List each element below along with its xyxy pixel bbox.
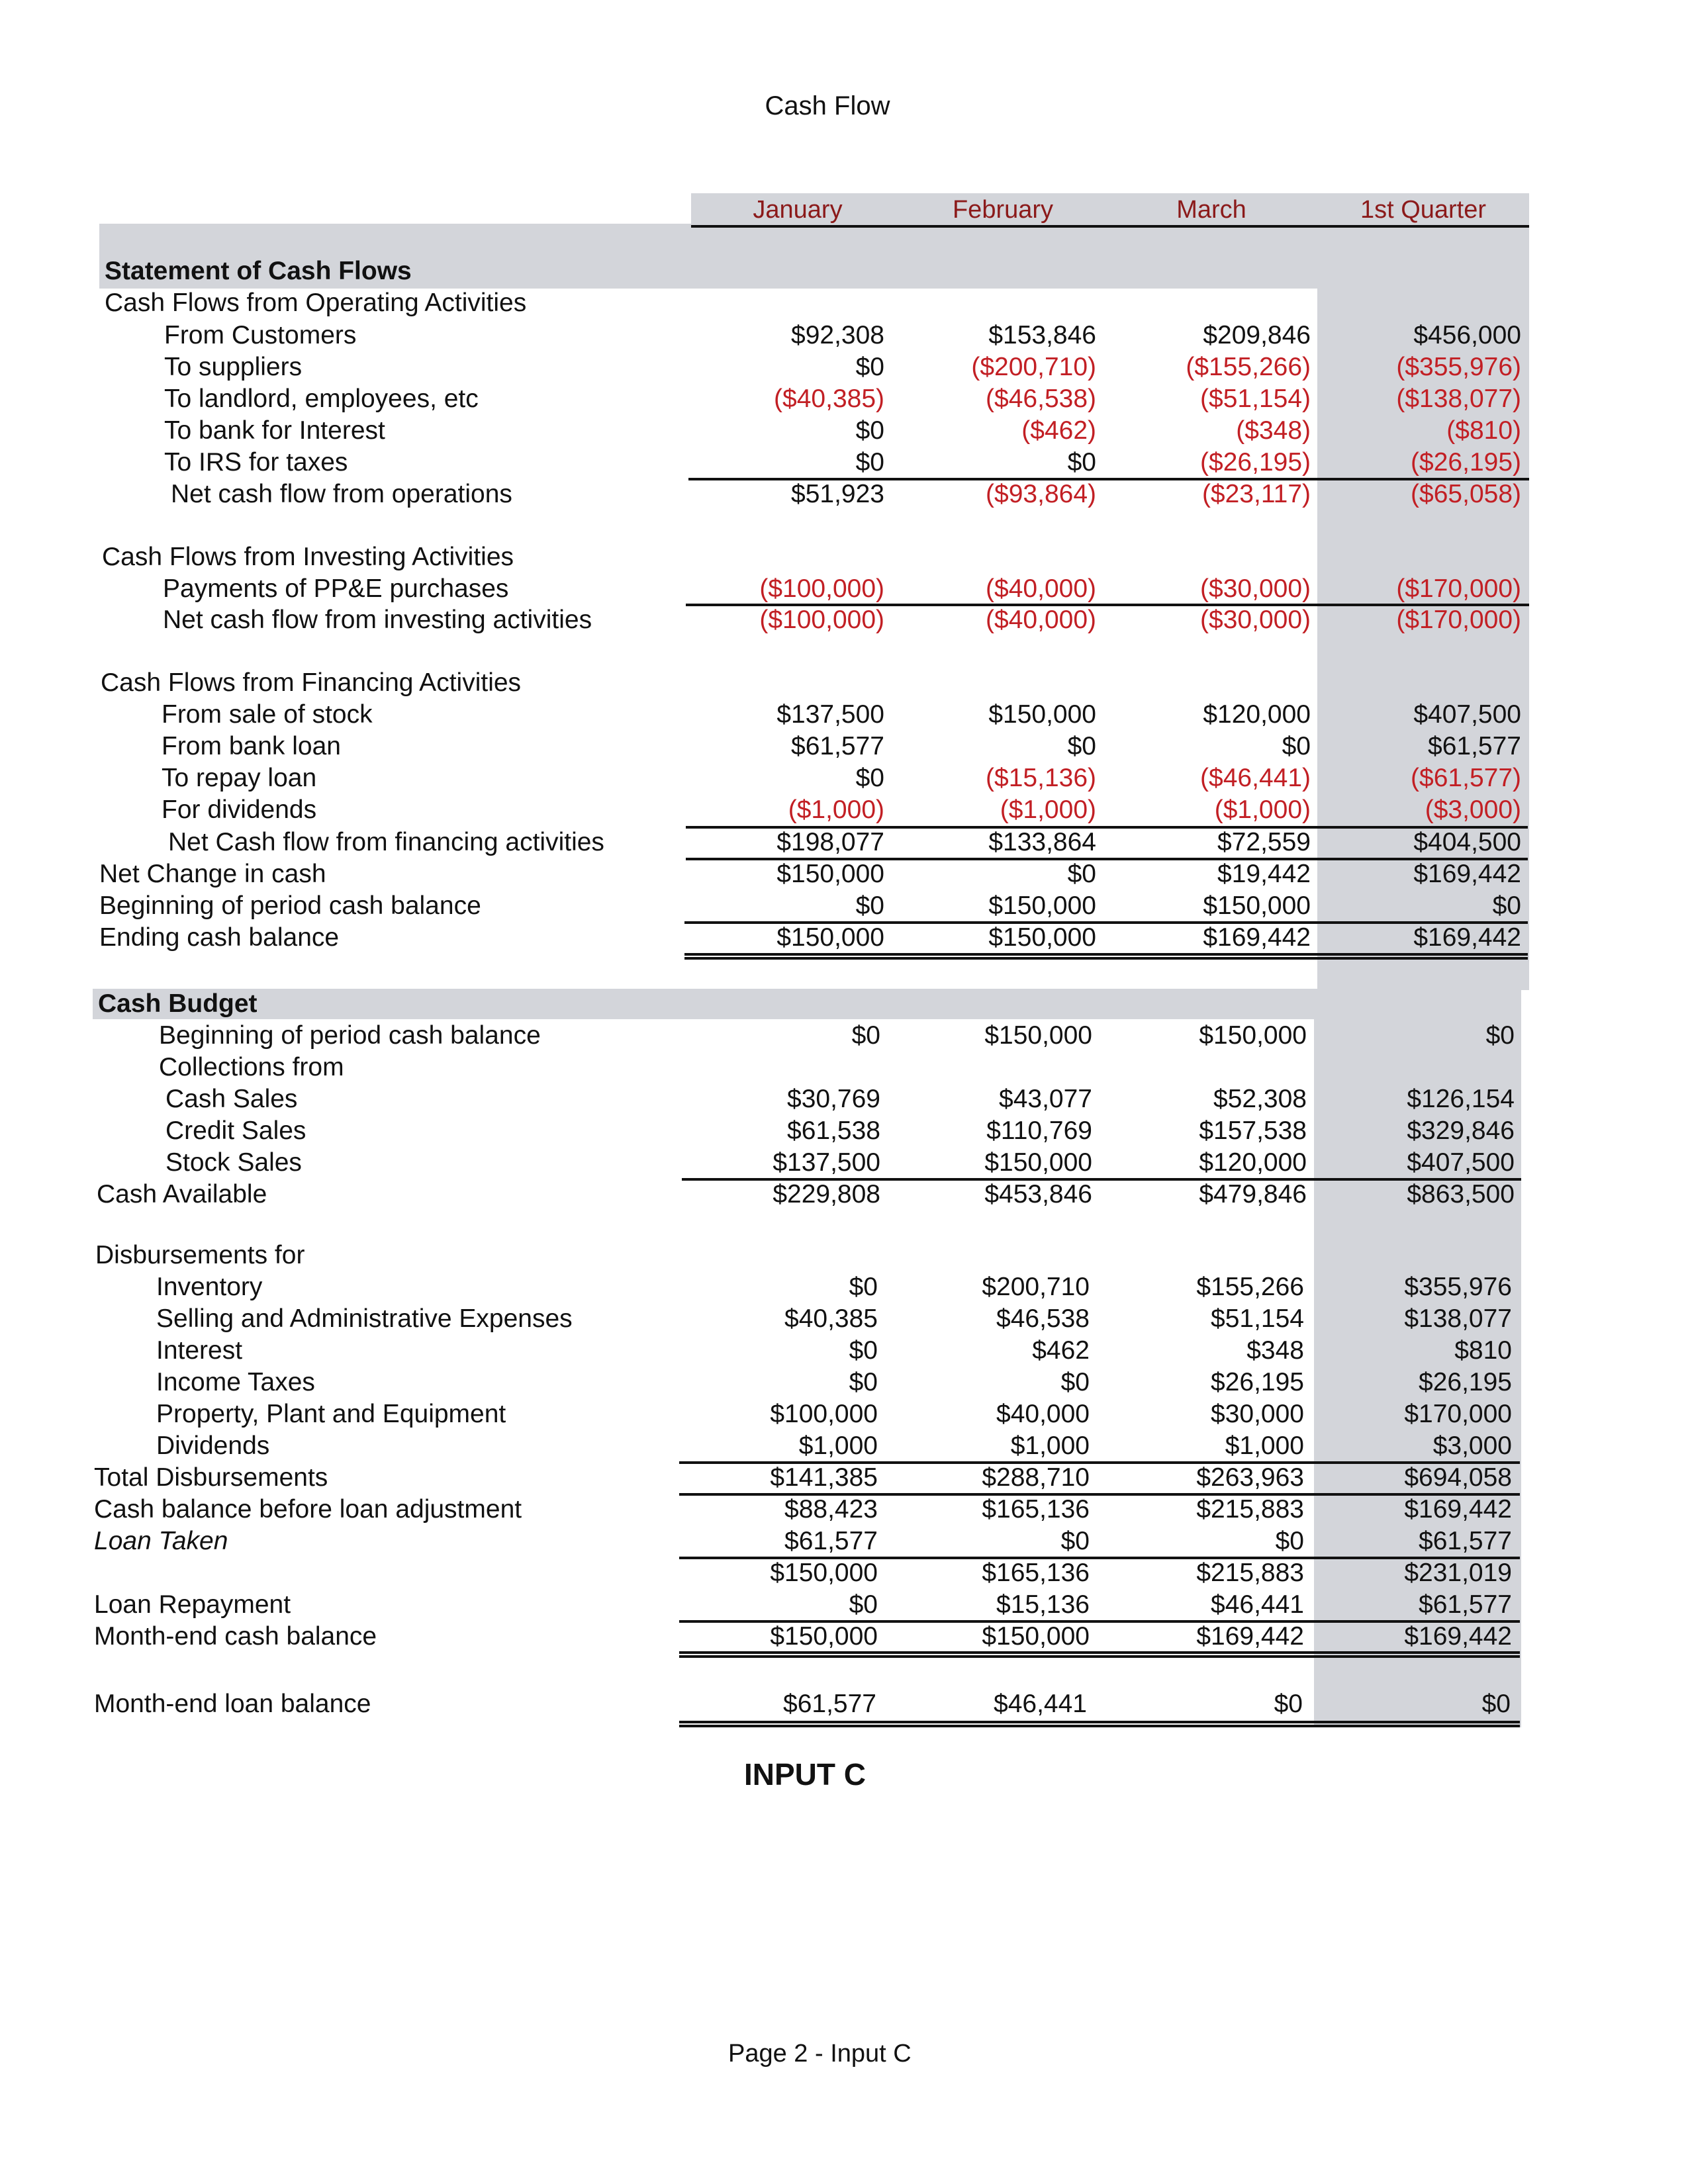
cell-january: $229,808	[773, 1180, 880, 1208]
cell-quarter: $694,058	[1404, 1463, 1512, 1492]
column-header-february: February	[952, 196, 1054, 224]
cell-march: $215,883	[1196, 1559, 1304, 1587]
table-row	[0, 351, 1688, 383]
row-label: Dividends	[156, 1432, 270, 1460]
cell-march: $72,559	[1217, 828, 1311, 856]
cell-quarter: $61,577	[1419, 1527, 1512, 1555]
cell-february: ($40,000)	[986, 606, 1096, 634]
cell-march: $263,963	[1196, 1463, 1304, 1492]
cell-january: $51,923	[791, 480, 884, 508]
cell-quarter: ($170,000)	[1396, 606, 1521, 634]
cell-february: $150,000	[988, 891, 1096, 920]
cell-february: $1,000	[1010, 1432, 1090, 1460]
cell-march: ($348)	[1236, 416, 1311, 445]
row-label: Beginning of period cash balance	[99, 891, 481, 920]
cell-february: $46,538	[996, 1304, 1090, 1333]
table-row	[0, 699, 1688, 731]
investing-heading: Cash Flows from Investing Activities	[102, 543, 514, 571]
table-row	[0, 1335, 1688, 1367]
cell-march: $209,846	[1203, 321, 1311, 349]
table-row	[0, 1525, 1688, 1557]
cell-january: $1,000	[798, 1432, 878, 1460]
cell-quarter: $407,500	[1407, 1148, 1515, 1177]
cell-march: ($46,441)	[1200, 764, 1311, 792]
cell-quarter: ($61,577)	[1411, 764, 1521, 792]
cell-february: $165,136	[982, 1495, 1090, 1524]
cell-january: $30,769	[787, 1085, 880, 1113]
cell-january: $0	[855, 764, 884, 792]
cell-february: $0	[1067, 732, 1096, 760]
table-row	[0, 794, 1688, 826]
cell-quarter: $126,154	[1407, 1085, 1515, 1113]
table-row	[0, 604, 1688, 636]
cell-march: $0	[1275, 1527, 1304, 1555]
cell-march: $52,308	[1213, 1085, 1307, 1113]
cell-january: $61,577	[783, 1690, 876, 1718]
cell-january: $150,000	[770, 1622, 878, 1651]
cell-march: $120,000	[1203, 700, 1311, 729]
table-row	[0, 1147, 1688, 1179]
table-row	[0, 1430, 1688, 1462]
page-footer: Page 2 - Input C	[728, 2040, 912, 2068]
cell-february: $40,000	[996, 1400, 1090, 1428]
cell-quarter: ($3,000)	[1425, 796, 1521, 824]
cell-march: $169,442	[1203, 923, 1311, 952]
table-row	[0, 890, 1688, 922]
cell-february: $462	[1032, 1336, 1090, 1365]
table-row	[0, 731, 1688, 762]
table-row	[0, 383, 1688, 415]
cell-february: $0	[1060, 1527, 1090, 1555]
cell-quarter: $404,500	[1413, 828, 1521, 856]
row-label: To repay loan	[162, 764, 317, 792]
statement-heading: Statement of Cash Flows	[105, 257, 412, 285]
cell-march: $150,000	[1199, 1021, 1307, 1050]
cell-january: $61,577	[784, 1527, 878, 1555]
cell-february: $43,077	[999, 1085, 1092, 1113]
cell-quarter: $0	[1481, 1690, 1511, 1718]
disbursements-heading: Disbursements for	[95, 1241, 305, 1269]
cell-january: $92,308	[791, 321, 884, 349]
cell-march: ($30,000)	[1200, 574, 1311, 603]
budget-heading: Cash Budget	[98, 989, 258, 1018]
table-row	[0, 478, 1688, 510]
cell-march: $46,441	[1211, 1590, 1304, 1619]
cell-quarter: $169,442	[1404, 1622, 1512, 1651]
table-row	[0, 1303, 1688, 1335]
cell-february: $288,710	[982, 1463, 1090, 1492]
table-row	[0, 1688, 1688, 1720]
page-title: Cash Flow	[765, 91, 890, 120]
cell-march: $0	[1274, 1690, 1303, 1718]
cell-january: $198,077	[776, 828, 884, 856]
cell-quarter: $61,577	[1428, 732, 1521, 760]
cell-january: $0	[855, 891, 884, 920]
cell-january: $137,500	[776, 700, 884, 729]
cell-quarter: $863,500	[1407, 1180, 1515, 1208]
cell-january: $0	[849, 1590, 878, 1619]
row-label: Credit Sales	[165, 1116, 306, 1145]
cell-march: $157,538	[1199, 1116, 1307, 1145]
cell-march: ($23,117)	[1201, 480, 1311, 508]
cell-january: $0	[849, 1273, 878, 1301]
cell-quarter: $169,442	[1413, 860, 1521, 888]
cell-february: $110,769	[986, 1116, 1092, 1145]
cell-january: ($100,000)	[759, 606, 884, 634]
row-label: From sale of stock	[162, 700, 373, 729]
cell-january: $0	[851, 1021, 880, 1050]
cell-quarter: $0	[1485, 1021, 1515, 1050]
cell-january: $150,000	[770, 1559, 878, 1587]
cell-february: ($200,710)	[971, 353, 1096, 381]
cell-february: ($93,864)	[986, 480, 1096, 508]
cell-february: $153,846	[988, 321, 1096, 349]
cell-march: $120,000	[1199, 1148, 1307, 1177]
input-label: INPUT C	[744, 1757, 866, 1792]
cell-march: $155,266	[1196, 1273, 1304, 1301]
table-row	[0, 1557, 1688, 1589]
cell-quarter: $329,846	[1407, 1116, 1515, 1145]
row-label: Net Change in cash	[99, 860, 326, 888]
table-row	[0, 858, 1688, 890]
cell-quarter: $169,442	[1404, 1495, 1512, 1524]
row-label: Net cash flow from investing activities	[163, 606, 592, 634]
cell-quarter: $26,195	[1419, 1368, 1512, 1396]
cell-march: ($51,154)	[1200, 385, 1311, 413]
row-label: Selling and Administrative Expenses	[156, 1304, 573, 1333]
cell-quarter: $169,442	[1413, 923, 1521, 952]
cell-february: ($40,000)	[986, 574, 1096, 603]
cell-february: ($1,000)	[1000, 796, 1096, 824]
row-label: Payments of PP&E purchases	[163, 574, 509, 603]
row-label: Income Taxes	[156, 1368, 315, 1396]
table-row	[0, 1398, 1688, 1430]
cell-january: ($40,385)	[774, 385, 884, 413]
cell-march: $348	[1246, 1336, 1304, 1365]
cell-quarter: ($170,000)	[1396, 574, 1521, 603]
cell-january: $0	[849, 1336, 878, 1365]
cell-march: $0	[1282, 732, 1311, 760]
cell-february: $150,000	[984, 1021, 1092, 1050]
row-label: Cash balance before loan adjustment	[94, 1495, 522, 1524]
row-label: For dividends	[162, 796, 317, 824]
cell-january: ($1,000)	[788, 796, 884, 824]
cell-february: $150,000	[988, 923, 1096, 952]
header-underline	[691, 225, 1529, 228]
row-label: Month-end loan balance	[94, 1690, 371, 1718]
cell-february: $165,136	[982, 1559, 1090, 1587]
row-label: Ending cash balance	[99, 923, 340, 952]
cell-quarter: $407,500	[1413, 700, 1521, 729]
cell-january: $0	[855, 416, 884, 445]
cell-quarter: ($138,077)	[1396, 385, 1521, 413]
table-row	[0, 762, 1688, 794]
cell-march: ($1,000)	[1214, 796, 1311, 824]
cell-quarter: $138,077	[1404, 1304, 1512, 1333]
cell-january: $40,385	[784, 1304, 878, 1333]
cell-february: ($46,538)	[986, 385, 1096, 413]
cell-march: $51,154	[1211, 1304, 1304, 1333]
cell-february: $150,000	[982, 1622, 1090, 1651]
cell-january: $150,000	[776, 923, 884, 952]
column-header-march: March	[1176, 196, 1246, 224]
table-row	[0, 1271, 1688, 1303]
cell-quarter: ($26,195)	[1411, 448, 1521, 477]
row-label: Property, Plant and Equipment	[156, 1400, 506, 1428]
cell-february: $15,136	[996, 1590, 1090, 1619]
cell-quarter: ($810)	[1446, 416, 1521, 445]
row-label: Cash Available	[97, 1180, 267, 1208]
row-label: Cash Sales	[165, 1085, 298, 1113]
cell-february: $150,000	[984, 1148, 1092, 1177]
cell-quarter: $0	[1492, 891, 1521, 920]
cell-march: $215,883	[1196, 1495, 1304, 1524]
cell-january: $100,000	[770, 1400, 878, 1428]
cell-march: ($26,195)	[1200, 448, 1311, 477]
cell-march: $169,442	[1196, 1622, 1304, 1651]
double-rule	[679, 1721, 1520, 1727]
table-row	[0, 1589, 1688, 1621]
collections-heading: Collections from	[159, 1053, 344, 1081]
cell-march: $479,846	[1199, 1180, 1307, 1208]
row-label: Stock Sales	[165, 1148, 302, 1177]
cell-january: $141,385	[770, 1463, 878, 1492]
row-label: Loan Repayment	[94, 1590, 291, 1619]
cell-quarter: ($65,058)	[1411, 480, 1521, 508]
row-label: Net cash flow from operations	[171, 480, 512, 508]
row-label: From Customers	[164, 321, 357, 349]
cell-february: ($15,136)	[986, 764, 1096, 792]
cell-march: $30,000	[1211, 1400, 1304, 1428]
cell-march: ($155,266)	[1186, 353, 1311, 381]
cell-january: $0	[849, 1368, 878, 1396]
row-label: To IRS for taxes	[164, 448, 348, 477]
table-row	[0, 573, 1688, 605]
row-label: From bank loan	[162, 732, 341, 760]
operating-heading: Cash Flows from Operating Activities	[105, 289, 527, 317]
cell-january: $61,577	[791, 732, 884, 760]
column-header-january: January	[753, 196, 843, 224]
row-label: Inventory	[156, 1273, 263, 1301]
table-row	[0, 1621, 1688, 1653]
table-row	[0, 1115, 1688, 1147]
table-row	[0, 1179, 1688, 1210]
cell-march: $1,000	[1225, 1432, 1304, 1460]
cell-february: ($462)	[1021, 416, 1096, 445]
cell-january: $150,000	[776, 860, 884, 888]
cell-february: $150,000	[988, 700, 1096, 729]
cell-march: $150,000	[1203, 891, 1311, 920]
table-row	[0, 1367, 1688, 1398]
financing-heading: Cash Flows from Financing Activities	[101, 668, 522, 697]
cell-quarter: $810	[1454, 1336, 1512, 1365]
cell-february: $0	[1067, 448, 1096, 477]
column-header-quarter: 1st Quarter	[1360, 196, 1487, 224]
cell-february: $133,864	[988, 828, 1096, 856]
cell-quarter: $3,000	[1432, 1432, 1512, 1460]
table-row	[0, 827, 1688, 858]
row-label: To landlord, employees, etc	[164, 385, 479, 413]
cell-february: $0	[1067, 860, 1096, 888]
row-label: To suppliers	[164, 353, 303, 381]
table-row	[0, 1020, 1688, 1052]
table-row	[0, 922, 1688, 954]
row-label: Net Cash flow from financing activities	[168, 828, 604, 856]
cell-january: ($100,000)	[759, 574, 884, 603]
row-label: Loan Taken	[94, 1527, 228, 1555]
budget-heading-band	[93, 989, 1521, 1019]
cell-january: $0	[855, 448, 884, 477]
cell-january: $61,538	[787, 1116, 880, 1145]
row-label: To bank for Interest	[164, 416, 385, 445]
row-label: Month-end cash balance	[94, 1622, 377, 1651]
cell-quarter: $231,019	[1404, 1559, 1512, 1587]
cell-february: $453,846	[984, 1180, 1092, 1208]
row-label: Beginning of period cash balance	[159, 1021, 541, 1050]
cell-february: $200,710	[982, 1273, 1090, 1301]
cell-january: $137,500	[773, 1148, 880, 1177]
cell-march: $26,195	[1211, 1368, 1304, 1396]
cell-quarter: $456,000	[1413, 321, 1521, 349]
table-row	[0, 447, 1688, 478]
table-row	[0, 1494, 1688, 1525]
cell-february: $0	[1060, 1368, 1090, 1396]
cell-quarter: $170,000	[1404, 1400, 1512, 1428]
row-label: Interest	[156, 1336, 243, 1365]
double-rule	[684, 953, 1528, 960]
cell-january: $0	[855, 353, 884, 381]
table-row	[0, 415, 1688, 447]
cell-march: $19,442	[1217, 860, 1311, 888]
cell-quarter: ($355,976)	[1396, 353, 1521, 381]
cell-march: ($30,000)	[1200, 606, 1311, 634]
double-rule	[679, 1651, 1520, 1658]
row-label: Total Disbursements	[94, 1463, 328, 1492]
table-row	[0, 1083, 1688, 1115]
table-row	[0, 1462, 1688, 1494]
table-row	[0, 320, 1688, 351]
cell-quarter: $355,976	[1404, 1273, 1512, 1301]
cell-quarter: $61,577	[1419, 1590, 1512, 1619]
cell-january: $88,423	[784, 1495, 878, 1524]
cell-february: $46,441	[994, 1690, 1087, 1718]
